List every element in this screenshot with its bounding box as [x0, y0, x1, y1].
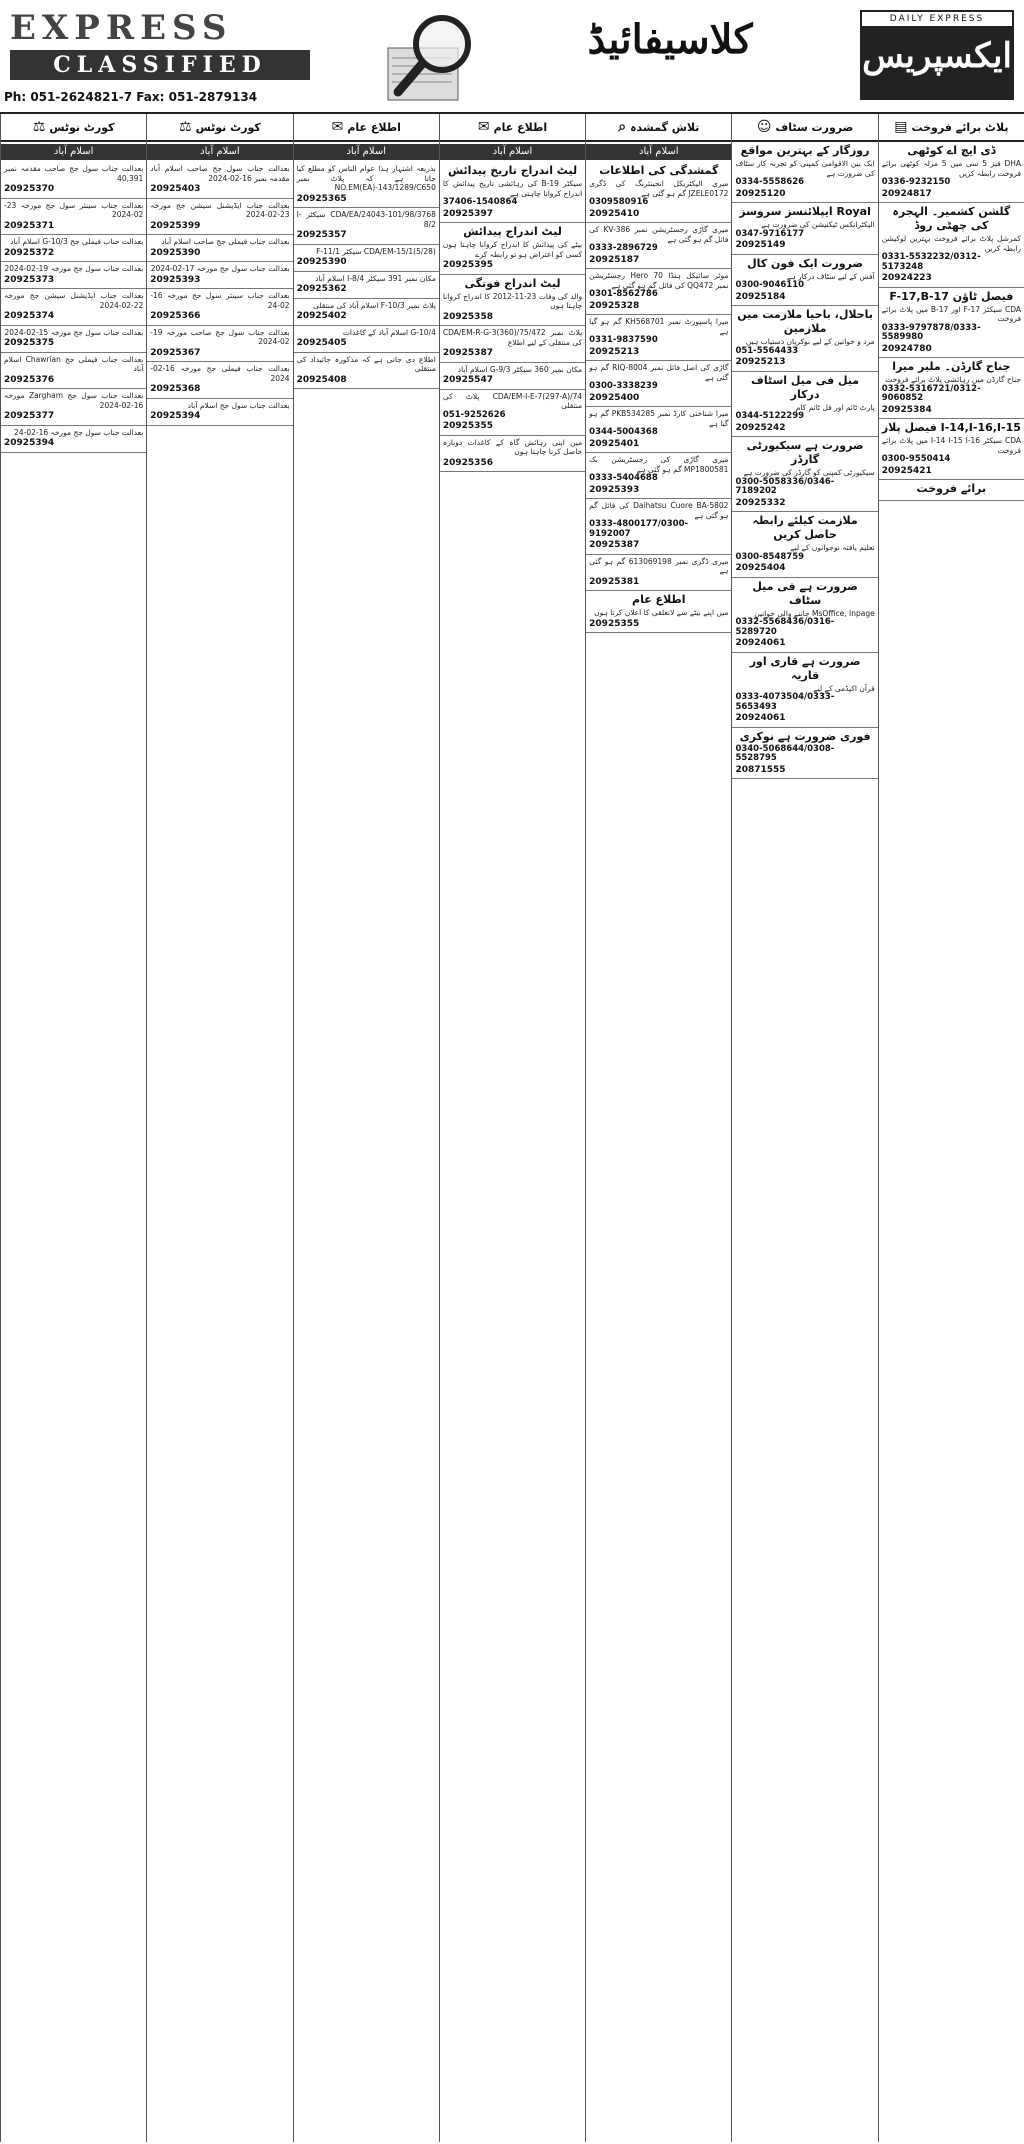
classified-title: کلاسیفائیڈ — [587, 16, 753, 63]
ad-title: برائے فروخت — [916, 482, 987, 495]
ad-item — [147, 162, 292, 199]
ad-item — [586, 591, 731, 633]
ad-item — [732, 306, 877, 372]
ad-reference: 20925213 — [735, 357, 786, 367]
ad-item — [732, 372, 877, 438]
ad-item — [879, 288, 1024, 359]
classified-column — [731, 114, 877, 2142]
ad-item — [1, 199, 146, 236]
ad-item — [294, 326, 439, 353]
ad-title: ضرورت ہے قاری اور قاریہ — [749, 654, 861, 682]
ad-title: جناح گارڈن۔ ملیر میرا — [892, 360, 1011, 373]
ad-phone: 0300-8548759 — [735, 551, 805, 562]
ad-body: کمرشل پلاٹ برائے فروخت بہترین لوکیشن رابطہ کریں — [881, 234, 1021, 253]
logo-top-text: DAILY EXPRESS — [862, 12, 1012, 26]
staff-icon: ☺ — [756, 119, 772, 135]
ad-body: مکان نمبر 360 سیکٹر G-9/3 اسلام آباد — [457, 364, 583, 374]
ad-item — [1, 389, 146, 426]
ad-body: MsOffice, Inpage جاننے والی خواتین — [754, 608, 875, 618]
ad-reference: 20925393 — [150, 274, 201, 285]
ad-reference: 20924817 — [881, 188, 932, 199]
ad-body: قرآن اکیڈمی کے لیے — [813, 683, 875, 693]
column-heading-text: پلاٹ برائے فروخت — [911, 120, 1009, 134]
ad-reference: 20925355 — [442, 421, 493, 431]
newspaper-logo — [860, 10, 1014, 100]
ad-item — [1, 235, 146, 262]
ad-reference: 20925387 — [589, 540, 640, 550]
ad-body: میری گاڑی کی رجسٹریشن بک MP1800581 گم ہو گئی ہے — [589, 455, 729, 474]
ad-item — [147, 326, 292, 363]
ad-body: بعدالت جناب سول جج مورخہ 17-02-2024 — [150, 264, 290, 273]
ad-reference: 20925547 — [442, 375, 493, 385]
ad-title: ملازمت کیلئے رابطہ حاصل کریں — [752, 514, 858, 541]
ad-item — [294, 299, 439, 326]
sale-sign-icon: ▤ — [894, 119, 908, 135]
ad-item — [879, 203, 1024, 288]
announcement-icon: ✉ — [477, 119, 490, 135]
ad-phone: 0300-9550414 — [881, 454, 951, 464]
ad-item — [294, 208, 439, 245]
column-heading-text: تلاش گمشدہ — [630, 120, 700, 134]
ad-item — [586, 223, 731, 269]
ad-phone: 051-9252626 — [442, 409, 506, 420]
ad-item — [440, 223, 585, 275]
column-heading — [879, 114, 1024, 142]
ad-phone: 0300-3338239 — [589, 381, 658, 391]
ad-body: G-10/4 اسلام آباد کے کاغذات — [342, 327, 436, 337]
ad-item — [1, 289, 146, 326]
ad-phone: 051-5564433 — [735, 345, 799, 356]
ad-body: مکان نمبر 391 سیکٹر I-8/4 اسلام آباد — [315, 273, 436, 283]
brand-sub-text: CLASSIFIED — [10, 50, 310, 80]
ad-phone: 0336-9232150 — [881, 177, 951, 187]
ad-phone: 0347-9716177 — [735, 228, 805, 239]
ad-reference: 20925402 — [296, 311, 347, 321]
ad-phone: 0331-9837590 — [589, 335, 658, 345]
ad-item — [147, 199, 292, 236]
column-heading — [586, 114, 731, 142]
ad-item — [586, 555, 731, 592]
ad-body: بذریعہ اشتہار ہذا عوام الناس کو مطلع کیا جاتا ہے کہ پلاٹ نمبر NO.EM(EA)-143/1289/C650 — [296, 164, 436, 192]
ad-body: بعدالت جناب فیملی جج مورخہ 16-02-2024 — [150, 364, 290, 383]
ad-reference: 20925242 — [735, 422, 786, 433]
ad-body: آفس کے لیے سٹاف درکار ہے — [786, 271, 875, 281]
announcement-icon: ✉ — [331, 119, 344, 135]
ad-item — [586, 162, 731, 223]
column-heading-text: اطلاع عام — [347, 120, 401, 134]
ad-item — [732, 512, 877, 578]
ad-phone: 0333-4800177/0300-9192007 — [589, 519, 689, 539]
ad-body: بعدالت جناب سول جج Zargham مورخہ 16-02-2024 — [4, 391, 144, 410]
ad-item — [147, 362, 292, 399]
ad-item — [440, 326, 585, 363]
search-lost-icon: ⌕ — [618, 119, 627, 135]
ad-reference: 20925403 — [150, 184, 201, 194]
ad-phone: 0333-4073504/0333-5653493 — [735, 692, 835, 712]
ad-reference: 20924780 — [881, 343, 932, 354]
ad-reference: 20925374 — [4, 311, 55, 321]
column-heading-text: ضرورت سٹاف — [775, 120, 854, 134]
ad-item — [147, 289, 292, 326]
ad-item — [440, 390, 585, 436]
ad-body: والد کی وفات 23-11-2012 کا اندراج کروانا چاہتا ہوں — [442, 291, 583, 310]
ad-title: ڈی ایچ اے کوٹھی — [907, 144, 996, 157]
ad-reference: 20925399 — [150, 220, 201, 231]
ad-phone: 0332-5568436/0316-5289720 — [735, 617, 835, 637]
ad-reference: 20925408 — [296, 374, 347, 385]
ad-phone: 0332-5316721/0312-9060852 — [881, 383, 981, 403]
ad-reference: 20925184 — [735, 291, 786, 302]
ad-reference: 20925410 — [589, 208, 640, 219]
ad-item — [732, 578, 877, 653]
ad-reference: 20925367 — [150, 347, 201, 358]
column-heading — [440, 114, 585, 142]
ad-reference: 20925376 — [4, 374, 55, 385]
ad-item — [732, 203, 877, 255]
column-heading-text: اطلاع عام — [493, 120, 548, 134]
ad-item — [440, 275, 585, 327]
ad-reference: 20925394 — [4, 438, 55, 448]
column-heading — [1, 114, 146, 142]
ad-body: CDA سیکٹر F-17 اور B-17 میں پلاٹ برائے فروخت — [881, 304, 1021, 323]
ad-title: باحلال، باحیا ملازمت میں ملازمین — [737, 308, 873, 335]
ad-body: بیٹے کی پیدائش کا اندراج کروانا چاہتا ہوں کسی کو اعتراض ہو تو رابطہ کرے — [442, 240, 583, 259]
ad-reference: 20925395 — [442, 260, 493, 270]
ad-phone: 0333-9797878/0333-5589980 — [881, 322, 981, 342]
ad-body: ایک بین الاقوامی کمپنی کو تجربہ کار سٹاف کی ضرورت ہے — [735, 159, 875, 178]
ad-item — [879, 419, 1024, 480]
brand-block — [10, 8, 320, 80]
ad-reference: 20925358 — [442, 311, 493, 322]
ad-body: میں اپنی رہائش گاہ کے کاغذات دوبارہ حاصل کرنا چاہتا ہوں — [442, 437, 583, 456]
ad-body: CDA سیکٹر I-14 I-15 I-16 میں پلاٹ برائے فروخت — [881, 436, 1022, 455]
ad-body: موٹر سائیکل ہنڈا 70 Hero رجسٹریشن نمبر QQ472 کی فائل گم ہو گئی ہے — [589, 271, 729, 290]
ad-reference: 20925332 — [735, 497, 786, 508]
ad-reference: 20925387 — [442, 348, 493, 358]
ad-item — [147, 399, 292, 426]
ad-title: لیٹ اندراج پیدائش — [463, 225, 562, 238]
ad-body: بعدالت جناب سول جج مورخہ 19-02-2024 — [4, 264, 144, 273]
ad-body: CDA/EA/24043-101/98/3768 سیکٹر I-8/2 — [296, 210, 436, 229]
ad-phone: 37406-1540864 — [442, 197, 518, 207]
ad-phone: 0334-5558626 — [735, 177, 805, 187]
ad-item — [732, 255, 877, 307]
ad-body: بعدالت جناب ایڈیشنل سیشن جج مورخہ 23-02-2024 — [150, 200, 290, 219]
ad-reference: 20925149 — [735, 240, 786, 250]
ad-item — [1, 353, 146, 390]
ad-reference: 20925404 — [735, 563, 786, 573]
ad-body: DHA فیز 5 سی میں 5 مرلہ کوٹھی برائے فروخت رابطہ کریں — [881, 159, 1021, 178]
ad-reference: 20925357 — [296, 230, 347, 240]
ad-title: میل فی میل اسٹاف درکار — [751, 373, 860, 401]
court-icon: ⚖ — [32, 119, 46, 135]
ad-item — [586, 361, 731, 407]
ad-title: فوری ضرورت ہے نوکری — [739, 729, 871, 743]
ad-phone: 0333-2896729 — [589, 243, 658, 253]
ad-phone: 0301-8562786 — [589, 289, 658, 299]
ad-reference: 20924061 — [735, 638, 786, 648]
ad-reference: 20925390 — [296, 257, 347, 267]
ad-title: ضرورت ایک فون کال — [747, 256, 864, 270]
ad-body: سیکیورٹی کمپنی کو گارڈز کی ضرورت ہے — [743, 468, 875, 477]
column-heading — [294, 114, 439, 142]
contact-line: Ph: 051-2624821-7 Fax: 051-2879134 — [4, 90, 258, 104]
ad-body: بعدالت جناب سینئر سول جج مورخہ 16-02-24 — [150, 291, 290, 310]
ad-body: بعدالت جناب سول جج صاحب اسلام آباد مقدمہ نمبر 16-02-2024 — [150, 164, 290, 183]
ad-body: بعدالت جناب فیملی جج G-10/3 اسلام آباد — [10, 237, 144, 246]
ad-phone: 0331-5532232/0312-5173248 — [881, 252, 981, 272]
ad-reference: 20925366 — [150, 311, 201, 321]
ad-reference: 20925397 — [442, 208, 493, 219]
classified-column — [293, 114, 439, 2142]
ad-phone: 0340-5068644/0308-5528795 — [735, 743, 835, 763]
ad-item — [294, 353, 439, 390]
city-band: اسلام آباد — [586, 144, 731, 160]
classified-column — [146, 114, 292, 2142]
ad-item — [879, 358, 1024, 419]
city-band: اسلام آباد — [440, 144, 585, 160]
ad-body: تعلیم یافتہ نوجوانوں کے لیے — [790, 543, 875, 552]
ad-item — [294, 245, 439, 272]
ad-item — [586, 499, 731, 555]
column-heading — [147, 114, 292, 142]
ad-body: میری گاڑی رجسٹریشن نمبر KV-386 کی فائل گم ہو گئی ہے — [589, 225, 729, 244]
columns-area — [0, 114, 1024, 2144]
ad-body: الیکٹرانکس ٹیکنیشن کی ضرورت ہے — [761, 220, 875, 229]
ad-body: اطلاع دی جاتی ہے کہ مذکورہ جائیداد کی منتقلی — [296, 354, 436, 373]
column-heading-text: کورٹ نوٹس — [195, 120, 261, 134]
ad-reference: 20925381 — [589, 576, 640, 587]
ad-item — [586, 269, 731, 315]
ad-reference: 20925328 — [589, 300, 640, 311]
ad-title: لیٹ اندراج فوتگی — [464, 276, 561, 290]
ad-item — [879, 480, 1024, 501]
ad-body: میری ڈگری نمبر 613069198 گم ہو گئی ہے — [589, 556, 729, 575]
ad-body: بعدالت جناب سینئر سول جج مورخہ 23-02-2024 — [4, 200, 144, 219]
ad-body: بعدالت جناب سول جج مورخہ 15-02-2024 — [4, 327, 144, 337]
ad-reference: 20925213 — [589, 346, 640, 357]
column-heading — [732, 114, 877, 142]
ad-body: پلاٹ نمبر F-10/3 اسلام آباد کی منتقلی — [313, 300, 436, 310]
ad-item — [294, 162, 439, 208]
brand-main-text: EXPRESS — [10, 8, 233, 48]
classified-column — [585, 114, 731, 2142]
ad-item — [440, 363, 585, 390]
ad-title: فیصل ٹاؤن F-17,B-17 — [889, 289, 1014, 303]
ad-item — [1, 326, 146, 353]
ad-body: بعدالت جناب سول جج صاحب مقدمہ نمبر 40,391 — [4, 164, 144, 183]
classified-column — [0, 114, 146, 2142]
ad-body: بعدالت جناب سول جج صاحب مورخہ 19-02-2024 — [150, 327, 290, 346]
ad-body: CDA/EM-15/1(5/28) سیکٹر F-11/1 — [316, 246, 436, 256]
ad-item — [1, 162, 146, 199]
ad-item — [1, 262, 146, 289]
ad-reference: 20925187 — [589, 254, 640, 265]
ad-reference: 20925368 — [150, 384, 201, 394]
ad-body: سیکٹر B-19 کی رہائشی تاریخ پیدائش کا اندراج کروانا چاہتی ہے — [442, 179, 583, 198]
ad-reference: 20925384 — [881, 404, 932, 415]
ad-body: گاڑی کی اصل فائل نمبر RIQ-8004 گم ہو گئی ہے — [589, 363, 729, 382]
ad-reference: 20925390 — [150, 247, 201, 258]
ad-reference: 20925362 — [296, 284, 347, 294]
ad-item — [732, 728, 877, 780]
ad-title: ضرورت ہے فی میل سٹاف — [752, 579, 858, 607]
city-band: اسلام آباد — [147, 144, 292, 160]
ad-reference: 20925355 — [589, 618, 640, 629]
ad-title: I-14,I-16,I-15 فیصل پلاز — [881, 421, 1021, 434]
ad-item — [732, 437, 877, 512]
ad-body: Daihatsu Cuore BA-5802 کی فائل گم ہو گئی ہے — [589, 501, 729, 520]
ad-title: ضرورت ہے سیکیورٹی گارڈز — [746, 439, 864, 466]
ad-reference: 20925372 — [4, 247, 55, 258]
ad-reference: 20925401 — [589, 438, 640, 449]
ad-phone: 0344-5122299 — [735, 411, 805, 421]
ad-reference: 20925421 — [881, 465, 932, 476]
ad-body: بعدالت جناب ایڈیشنل سیشن جج مورخہ 22-02-2024 — [4, 291, 144, 310]
ad-item — [1, 426, 146, 453]
ad-item — [732, 142, 877, 203]
ad-phone: 0300-5058336/0346-7189202 — [735, 476, 835, 496]
ad-phone: 0333-5404688 — [589, 473, 658, 483]
ad-reference: 20925405 — [296, 338, 347, 348]
ad-title: گمشدگی کی اطلاعات — [599, 164, 719, 177]
ad-item — [440, 162, 585, 223]
ad-item — [586, 407, 731, 453]
ad-item — [586, 453, 731, 499]
ad-item — [732, 653, 877, 728]
ad-phone: 0300-9046110 — [735, 280, 805, 290]
logo-main-text: ایکسپریس — [862, 36, 1012, 76]
ad-reference: 20871555 — [735, 764, 786, 775]
ad-reference: 20925400 — [589, 392, 640, 403]
ad-body: جناح گارڈن میں رہائشی پلاٹ برائے فروخت — [885, 375, 1021, 384]
city-band: اسلام آباد — [1, 144, 146, 160]
column-heading-text: کورٹ نوٹس — [49, 120, 115, 134]
ad-reference: 20925365 — [296, 193, 347, 204]
classified-column — [878, 114, 1024, 2142]
ad-reference: 20925393 — [589, 484, 640, 495]
city-band: اسلام آباد — [294, 144, 439, 160]
ad-reference: 20925375 — [4, 338, 55, 348]
ad-item — [147, 262, 292, 289]
ad-body: میری الیکٹریکل انجینئرنگ کی ڈگری JZELE0172 گم ہو گئی ہے — [589, 179, 729, 198]
ad-body: میرا پاسپورٹ نمبر KH568701 گم ہو گیا ہے — [589, 317, 729, 336]
ad-body: میرا شناختی کارڈ نمبر PKB534285 گم ہو گیا ہے — [589, 409, 729, 428]
ad-reference: 20925394 — [150, 411, 201, 421]
ad-title: گلشن کشمیر۔ الہجرہ کی چھٹی روڈ — [892, 205, 1011, 232]
ad-title: لیٹ اندراج تاریخ پیدائش — [447, 164, 578, 177]
ad-reference: 20925356 — [442, 457, 493, 468]
ad-title: روزگار کے بہترین مواقع — [740, 144, 870, 157]
ad-reference: 20925373 — [4, 274, 55, 285]
ad-item — [294, 272, 439, 299]
ad-reference: 20924223 — [881, 273, 932, 283]
classified-column — [439, 114, 585, 2142]
ad-body: مرد و خواتین کے لیے نوکریاں دستیاب ہیں — [745, 337, 875, 346]
ad-reference: 20925120 — [735, 188, 786, 199]
ad-body: میں اپنے بیٹے سے لاتعلقی کا اعلان کرتا ہوں — [594, 608, 729, 617]
ad-reference: 20925371 — [4, 220, 55, 231]
ad-body: بعدالت جناب سول جج اسلام آباد — [187, 400, 290, 410]
ad-reference: 20925377 — [4, 411, 55, 421]
ad-phone: 0309580916 — [589, 197, 649, 207]
ad-body: CDA/EM-I-E-7(297-A)/74 پلاٹ کی منتقلی — [442, 391, 583, 410]
ad-phone: 0344-5004368 — [589, 427, 658, 437]
magnifier-icon — [380, 8, 490, 108]
ad-title: Royal ایپلائنسز سروسز — [739, 205, 871, 218]
court-icon: ⚖ — [179, 119, 192, 135]
ad-body: پارٹ ٹائم اور فل ٹائم کام — [795, 402, 875, 412]
ad-item — [879, 142, 1024, 203]
ad-body: بعدالت جناب فیملی جج صاحب اسلام آباد — [161, 237, 290, 246]
ad-body: بعدالت جناب فیملی جج Chawrian اسلام آباد — [4, 354, 144, 373]
ad-body: پلاٹ نمبر CDA/EM-R-G-3(360)/75/472 کی منتقلی کے لیے اطلاع — [442, 328, 583, 347]
ad-item — [147, 235, 292, 262]
ad-item — [440, 436, 585, 473]
ad-item — [586, 315, 731, 361]
ad-reference: 20924061 — [735, 713, 786, 723]
ad-title: اطلاع عام — [632, 593, 686, 606]
ad-body: بعدالت جناب سول جج مورخہ 16-02-24 — [14, 427, 144, 437]
ad-reference: 20925370 — [4, 184, 55, 194]
page-header — [0, 0, 1024, 114]
